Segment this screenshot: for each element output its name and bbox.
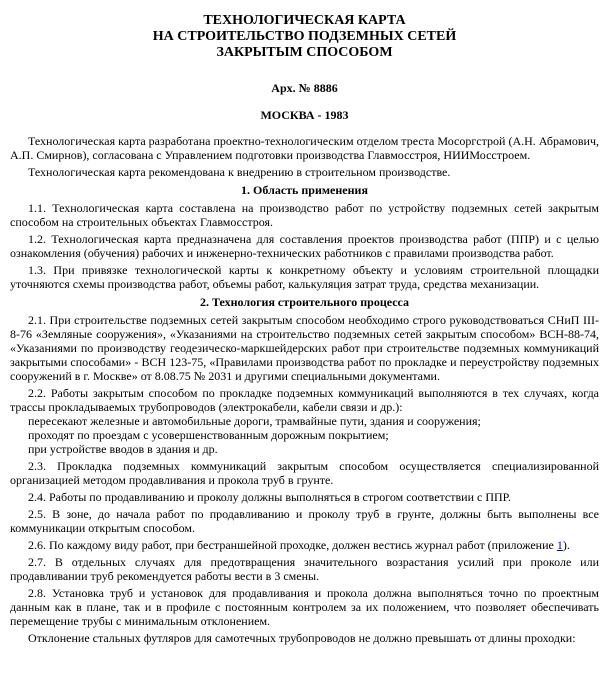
- list-item-inputs: при устройстве вводов в здания и др.: [28, 442, 218, 456]
- intro-paragraph-2: Технологическая карта рекомендована к внедрению в строительном производстве.: [28, 165, 451, 179]
- list-item-roads: проходят по проездам с усовершенствованным дорожным покрытием;: [28, 428, 389, 442]
- paragraph-2-6: [10, 538, 599, 552]
- title-line-2: НА СТРОИТЕЛЬСТВО ПОДЗЕМНЫХ СЕТЕЙ: [152, 29, 457, 44]
- list-item-railways: пересекают железные и автомобильные дороги, трамвайные пути, здания и сооружения;: [28, 414, 481, 428]
- deviation-paragraph: Отклонение стальных футляров для самотечных трубопроводов не должно превышать от длины проходки:: [28, 631, 576, 645]
- archive-number: Арх. № 8886: [271, 81, 338, 95]
- section-2-heading: 2. Технология строительного процесса: [199, 295, 410, 309]
- paragraph-2-7: 2.7. В отдельных случаях для предотвращения значительного возрастания усилий при проколе или продавливании труб рекомендуется работы вести в 3 смены.: [10, 555, 599, 583]
- paragraph-2-5: 2.5. В зоне, до начала работ по продавливанию и проколу труб в грунте, должны быть выполнены все коммуникации открытым способом.: [10, 507, 599, 535]
- paragraph-2-6-text: 2.6. По каждому виду работ, при бестраншейной проходке, должен вестись журнал работ (приложение: [28, 538, 557, 552]
- intro-paragraph-1: Технологическая карта разработана проектно-технологическим отделом треста Мосоргстрой (А.Н. Абрамович, А.П. Смирнов), согласована с Управлением подготовки производства Главмосстроя, НИИМосстроем.: [10, 134, 599, 162]
- paragraph-2-3: 2.3. Прокладка подземных коммуникаций закрытым способом осуществляется специализированной организацией методом продавливания и прокола труб в грунте.: [10, 459, 599, 487]
- paragraph-1-3: 1.3. При привязке технологической карты к конкретному объекту и условиям строительной площадки уточняются схемы производства работ, объемы работ, калькуляция затрат труда, средства механизации.: [10, 263, 599, 291]
- paragraph-2-1: 2.1. При строительстве подземных сетей закрытым способом необходимо строго руководствоваться СНиП III-8-76 «Земляные сооружения», «Указаниями на строительство подземных сетей закрытым способом» ВСН-88-74, «Указаниями по производству геодезическо-маркшейдерских работ при строительстве подземных коммуникаций закрытыми способами» - ВСН 123-75, «Правилами производства работ по прокладке и переустройству подземных сооружений в г. Москве» от 8.08.75 № 2031 и другими специальными документами.: [10, 313, 599, 383]
- paragraph-1-1: 1.1. Технологическая карта составлена на производство работ по устройству подземных сетей закрытым способом на строительных объектах Главмосстроя.: [10, 201, 599, 229]
- paragraph-2-4: 2.4. Работы по продавливанию и проколу должны выполняться в строгом соответствии с ППР.: [28, 490, 511, 504]
- title-line-3: ЗАКРЫТЫМ СПОСОБОМ: [216, 45, 393, 60]
- document-title: [10, 13, 599, 61]
- paragraph-2-6-tail: ).: [562, 538, 570, 552]
- section-1-heading: 1. Область применения: [241, 183, 368, 197]
- paragraph-1-2: 1.2. Технологическая карта предназначена для составления проектов производства работ (ППР) и с целью ознакомления (обучения) рабочих и инженерно-технических работников с правилами производства работ.: [10, 232, 599, 260]
- appendix-1-link[interactable]: 1: [556, 538, 563, 552]
- city-year: МОСКВА - 1983: [260, 108, 349, 122]
- paragraph-2-8: 2.8. Установка труб и установок для продавливания и прокола должна выполняться точно по проектным данным как в плане, так и в профиле с постоянным контролем за их положением, что позволяет обеспечивать перемещение трубы с минимальным отклонением.: [10, 586, 599, 628]
- paragraph-2-2: 2.2. Работы закрытым способом по прокладке подземных коммуникаций выполняются в тех случаях, когда трассы прокладываемых трубопроводов (электрокабели, кабели связи и др.):: [10, 386, 599, 414]
- title-line-1: ТЕХНОЛОГИЧЕСКАЯ КАРТА: [203, 13, 406, 28]
